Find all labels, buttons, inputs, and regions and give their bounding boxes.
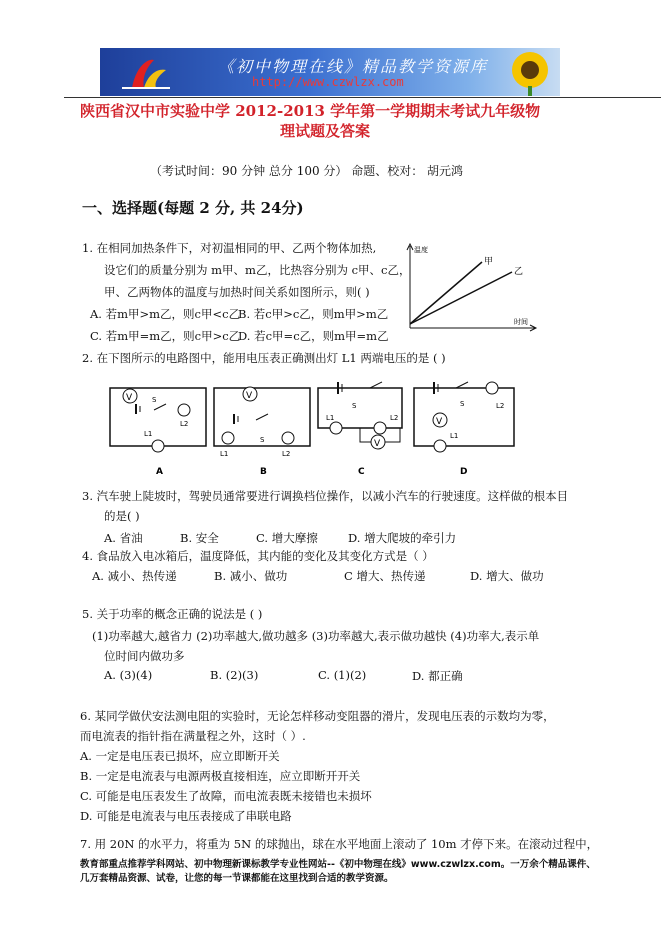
circuit-a-l1: L1 xyxy=(144,430,153,438)
q6-option-d: D. 可能是电流表与电压表接成了串联电路 xyxy=(80,809,292,823)
q5-option-d: D. 都正确 xyxy=(412,669,463,683)
q1-option-b: B. 若c甲>c乙，则m甲>m乙 xyxy=(238,307,389,321)
circuit-b-l2: L2 xyxy=(282,450,291,458)
circuit-d-l1: L1 xyxy=(450,432,459,440)
graph-x-label: 时间 xyxy=(514,318,528,326)
q7-text: 7. 用 20N 的水平力，将重为 5N 的球抛出，球在水平地面上滚动了 10m 才停下来。在滚动过程中， xyxy=(80,837,599,851)
q1-option-d: D. 若c甲=c乙，则m甲=m乙 xyxy=(238,329,389,343)
q1-line2: 设它们的质量分别为 m甲、m乙，比热容分别为 c甲、c乙， xyxy=(104,263,411,277)
banner-divider xyxy=(64,97,661,98)
circuit-label-d: D xyxy=(460,467,468,477)
circuit-b-l1: L1 xyxy=(220,450,229,458)
q6-line1: 6. 某同学做伏安法测电阻的实验时，无论怎样移动变阻器的滑片，发现电压表的示数均为零， xyxy=(80,709,555,723)
q1-option-a: A. 若m甲>m乙，则c甲<c乙 xyxy=(90,307,241,321)
q3-option-b: B. 安全 xyxy=(180,531,219,545)
q3-option-c: C. 增大摩擦 xyxy=(256,531,318,545)
circuit-d xyxy=(414,382,514,452)
circuit-label-a: A xyxy=(156,467,163,477)
graph-label-yi: 乙 xyxy=(514,267,524,277)
circuit-label-b: B xyxy=(260,467,267,477)
q4-option-a: A. 减小、热传递 xyxy=(92,569,177,583)
page-title-line2: 理试题及答案 xyxy=(280,122,371,140)
q1-line3: 甲、乙两物体的温度与加热时间关系如图所示，则( ) xyxy=(104,285,370,299)
circuit-label-c: C xyxy=(358,467,365,477)
footer-line2: 几万套精品资源、试卷，让您的每一节课都能在这里找到合适的教学资源。 xyxy=(80,873,394,884)
footer-line1: 教育部重点推荐学科网站、初中物理新课标教学专业性网站--《初中物理在线》www.czwlzx.com。一万余个精品课件、 xyxy=(80,859,596,870)
sunflower-icon xyxy=(496,48,560,96)
q5-line2: (1)功率越大,越省力 (2)功率越大,做功越多 (3)功率越大,表示做功越快 (4)功率大,表示单 xyxy=(92,629,540,643)
circuit-d-voltmeter: V xyxy=(436,417,443,427)
circuit-b-voltmeter: V xyxy=(246,391,253,401)
q3-line1: 3. 汽车驶上陡坡时，驾驶员通常要进行调换档位操作，以减小汽车的行驶速度。这样做的根本目 xyxy=(82,489,569,503)
q5-option-a: A. (3)(4) xyxy=(104,668,153,682)
q5-text: 5. 关于功率的概念正确的说法是 ( ) xyxy=(82,607,263,621)
exam-info: （考试时间：90 分钟 总分 100 分） 命题、校对： 胡元鸿 xyxy=(150,164,464,178)
site-logo-icon xyxy=(114,52,174,94)
q1-option-c: C. 若m甲=m乙，则c甲>c乙 xyxy=(90,329,241,343)
circuit-b-switch: S xyxy=(260,436,265,444)
circuit-c-l2: L2 xyxy=(390,414,399,422)
q5-option-c: C. (1)(2) xyxy=(318,668,367,682)
q2-text: 2. 在下图所示的电路图中，能用电压表正确测出灯 L1 两端电压的是 ( ) xyxy=(82,351,446,365)
circuit-c xyxy=(318,382,402,449)
q4-option-d: D. 增大、做功 xyxy=(470,569,544,583)
q3-option-d: D. 增大爬坡的牵引力 xyxy=(348,531,457,545)
circuit-c-switch: S xyxy=(352,402,357,410)
page-title-line1: 陕西省汉中市实验中学 2012-2013 学年第一学期期末考试九年级物 xyxy=(80,102,541,120)
circuit-c-l1: L1 xyxy=(326,414,335,422)
circuit-d-switch: S xyxy=(460,400,465,408)
q1-line1: 1. 在相同加热条件下，对初温相同的甲、乙两个物体加热, xyxy=(82,241,377,255)
q5-option-b: B. (2)(3) xyxy=(210,668,259,682)
q4-option-c: C 增大、热传递 xyxy=(344,569,426,583)
circuit-a-switch: S xyxy=(152,396,157,404)
q3-option-a: A. 省油 xyxy=(104,531,143,545)
circuit-diagrams xyxy=(100,380,560,480)
circuit-a-l2: L2 xyxy=(180,420,189,428)
q6-line2: 而电流表的指针指在满量程之外，这时（ ）. xyxy=(80,729,306,743)
banner-url[interactable]: http://www.czwlzx.com xyxy=(252,75,404,89)
circuit-d-l2: L2 xyxy=(496,402,505,410)
q5-line3: 位时间内做功多 xyxy=(104,649,185,663)
q4-text: 4. 食品放入电冰箱后，温度降低，其内能的变化及其变化方式是（ ） xyxy=(82,549,434,563)
q6-option-c: C. 可能是电压表发生了故障，而电流表既未接错也未损坏 xyxy=(80,789,372,803)
graph-label-jia: 甲 xyxy=(484,257,494,267)
graph-y-label: 温度 xyxy=(414,246,428,254)
q6-option-b: B. 一定是电流表与电源两极直接相连，应立即断开开关 xyxy=(80,769,361,783)
q6-option-a: A. 一定是电压表已损坏，应立即断开关 xyxy=(80,749,280,763)
circuit-a-voltmeter: V xyxy=(126,393,133,403)
circuit-a xyxy=(110,388,206,452)
circuit-c-voltmeter: V xyxy=(374,439,381,449)
q4-option-b: B. 减小、做功 xyxy=(214,569,288,583)
q3-line2: 的是( ) xyxy=(104,509,140,523)
circuit-b xyxy=(214,387,310,458)
banner-title: 《初中物理在线》精品教学资源库 xyxy=(218,57,489,76)
temperature-time-graph xyxy=(396,240,546,336)
section-heading: 一、选择题(每题 2 分, 共 24分) xyxy=(82,199,304,217)
header-banner xyxy=(100,48,560,96)
